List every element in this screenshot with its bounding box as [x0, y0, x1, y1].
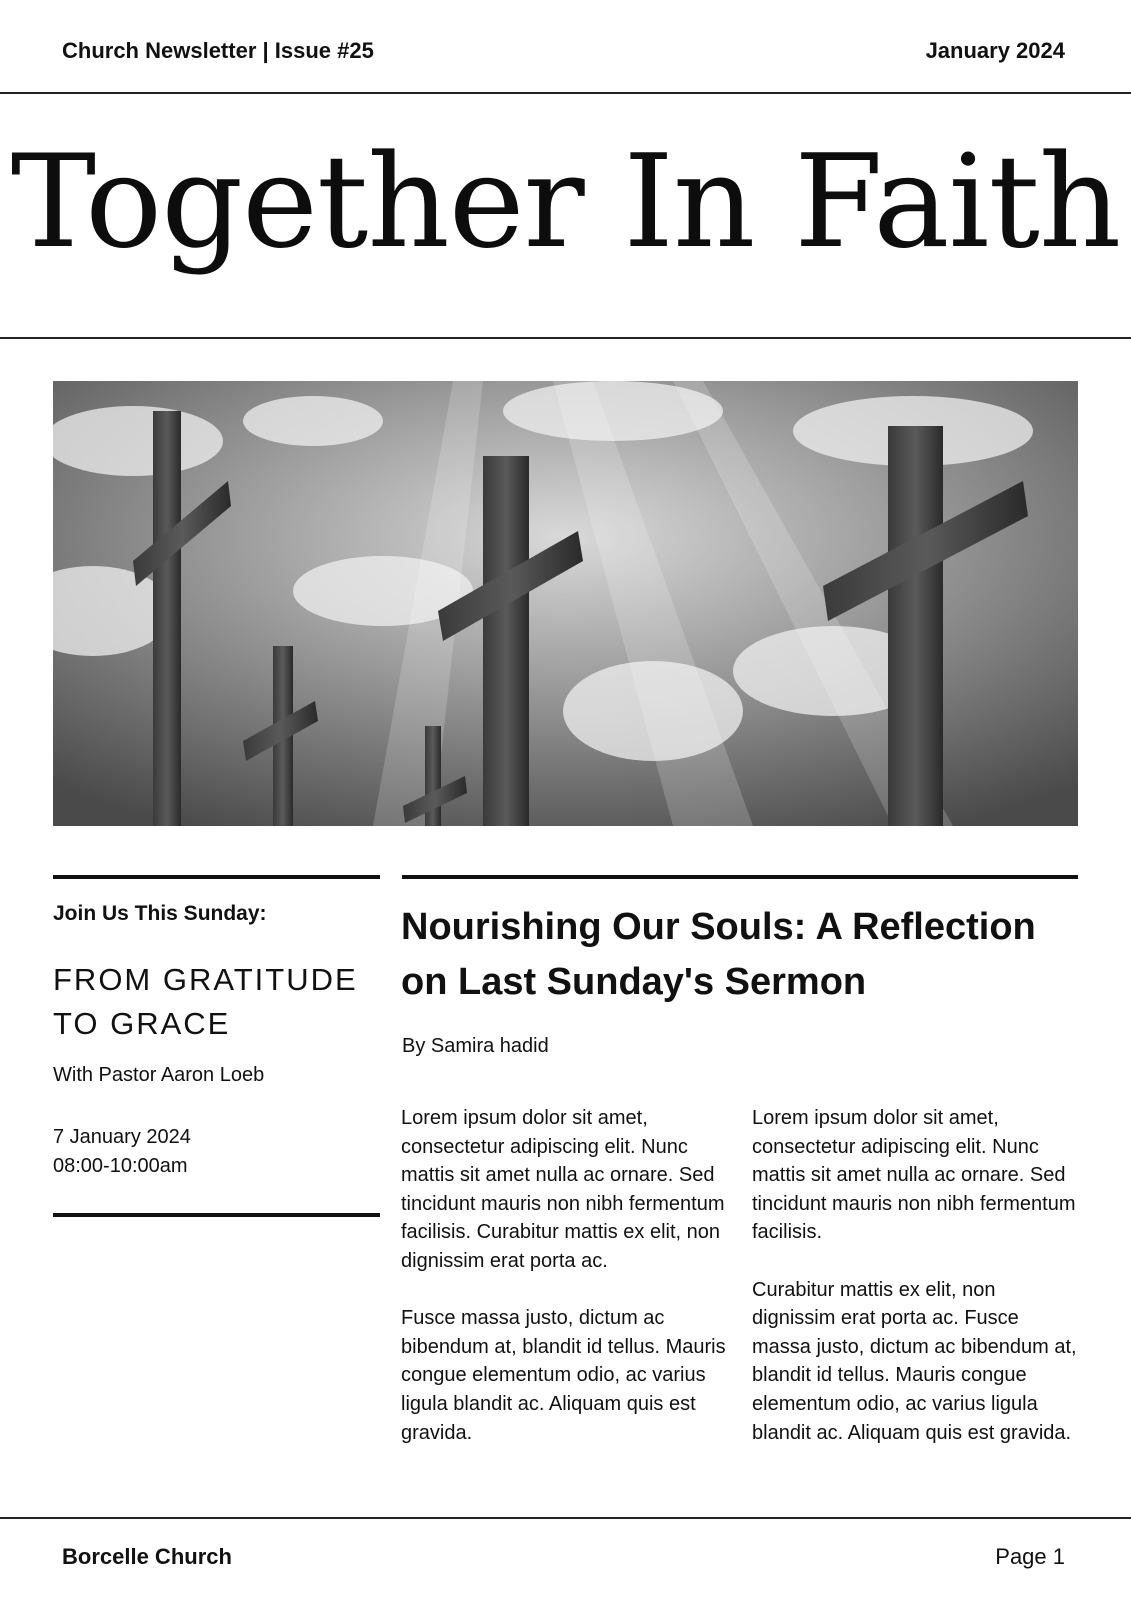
- masthead-divider: [0, 337, 1131, 339]
- crosses-sky-illustration: [53, 381, 1078, 826]
- newsletter-date: January 2024: [925, 38, 1065, 63]
- article-paragraph: Lorem ipsum dolor sit amet, consectetur adipiscing elit. Nunc mattis sit amet nulla ac ornare. Sed tincidunt mauris non nibh fermentum facilisis.: [752, 1107, 1076, 1244]
- sermon-title-line1: FROM GRATITUDE: [53, 962, 358, 997]
- sidebar-label: Join Us This Sunday:: [53, 902, 267, 925]
- hero-image: [53, 381, 1078, 826]
- sermon-pastor: With Pastor Aaron Loeb: [53, 1064, 265, 1086]
- masthead-title: Together In Faith: [10, 128, 1121, 277]
- article-column-1: [401, 1104, 731, 1476]
- article-column-2: [752, 1104, 1082, 1476]
- sermon-time: 08:00-10:00am: [53, 1155, 188, 1177]
- article-paragraph: Curabitur mattis ex elit, non dignissim erat porta ac. Fusce massa justo, dictum ac bibendum at, blandit id tellus. Mauris congue elementum odio, ac varius ligula blandit ac. Aliquam quis est gravida.: [752, 1278, 1077, 1444]
- article-byline: By Samira hadid: [402, 1035, 549, 1057]
- page-number: Page 1: [995, 1544, 1065, 1569]
- article-paragraph: Fusce massa justo, dictum ac bibendum at, blandit id tellus. Mauris congue elementum odio, ac varius ligula blandit ac. Aliquam quis est gravida.: [401, 1307, 726, 1444]
- sermon-schedule: [53, 1123, 191, 1181]
- newsletter-issue: Church Newsletter | Issue #25: [62, 38, 374, 63]
- sermon-date: 7 January 2024: [53, 1126, 191, 1148]
- article-title: [401, 900, 1081, 1010]
- sermon-title-line2: TO GRACE: [53, 1006, 231, 1041]
- article-title-line2: on Last Sunday's Sermon: [401, 961, 867, 1003]
- church-name: Borcelle Church: [62, 1544, 232, 1569]
- article-title-line1: Nourishing Our Souls: A Reflection: [401, 906, 1036, 948]
- sermon-title: [53, 958, 373, 1046]
- sidebar-bottom-rule: [53, 1213, 380, 1217]
- footer-divider: [0, 1517, 1131, 1519]
- article-paragraph: Lorem ipsum dolor sit amet, consectetur adipiscing elit. Nunc mattis sit amet nulla ac ornare. Sed tincidunt mauris non nibh fermentum facilisis. Curabitur mattis ex elit, non dignissim erat porta ac.: [401, 1107, 725, 1272]
- sidebar-top-rule: [53, 875, 380, 879]
- article-top-rule: [402, 875, 1078, 879]
- header-divider: [0, 92, 1131, 94]
